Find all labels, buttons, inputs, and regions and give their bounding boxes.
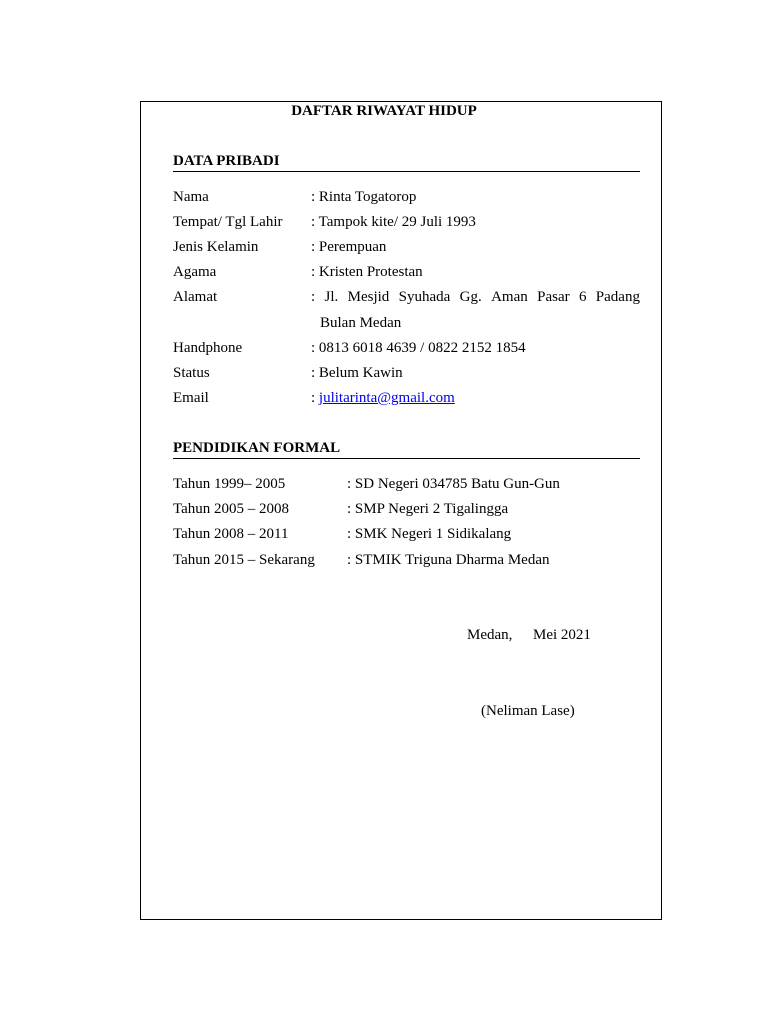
alamat-word: Syuhada: [398, 289, 451, 305]
field-value-alamat: [311, 289, 640, 306]
education-school: : SMK Negeri 1 Sidikalang: [347, 526, 512, 542]
education-period: Tahun 2015 – Sekarang: [173, 552, 315, 568]
email-colon: :: [311, 390, 316, 406]
section-divider: [173, 458, 640, 459]
document-title: DAFTAR RIWAYAT HIDUP: [291, 103, 477, 119]
field-label-alamat: Alamat: [173, 289, 218, 305]
education-period: Tahun 2008 – 2011: [173, 526, 289, 542]
field-value-status: : Belum Kawin: [311, 365, 403, 381]
field-label-handphone: Handphone: [173, 340, 243, 356]
education-school: : SMP Negeri 2 Tigalingga: [347, 501, 509, 517]
alamat-word: Jl.: [324, 289, 339, 305]
field-value-alamat-line2: Bulan Medan: [320, 315, 402, 331]
alamat-word: Aman: [491, 289, 528, 305]
field-label-email: Email: [173, 390, 209, 406]
field-value-handphone: : 0813 6018 4639 / 0822 2152 1854: [311, 340, 526, 356]
alamat-word: Mesjid: [347, 289, 390, 305]
alamat-word: Padang: [595, 289, 640, 305]
section-heading-pendidikan-formal: PENDIDIKAN FORMAL: [173, 440, 341, 456]
education-school: : STMIK Triguna Dharma Medan: [347, 552, 550, 568]
field-label-agama: Agama: [173, 264, 217, 280]
field-value-nama: : Rinta Togatorop: [311, 189, 417, 205]
signature-date: Mei 2021: [533, 627, 591, 643]
field-value-email: [311, 390, 455, 407]
signature-name: (Neliman Lase): [481, 703, 575, 719]
signature-place: Medan,: [467, 627, 513, 643]
alamat-word: 6: [578, 289, 587, 305]
field-label-tempat-tgl-lahir: Tempat/ Tgl Lahir: [173, 214, 283, 230]
field-value-agama: : Kristen Protestan: [311, 264, 423, 280]
email-link[interactable]: julitarinta@gmail.com: [318, 390, 455, 406]
education-school: : SD Negeri 034785 Batu Gun-Gun: [347, 476, 560, 492]
field-label-status: Status: [173, 365, 210, 381]
education-period: Tahun 1999– 2005: [173, 476, 286, 492]
education-period: Tahun 2005 – 2008: [173, 501, 290, 517]
field-label-jenis-kelamin: Jenis Kelamin: [173, 239, 259, 255]
field-value-jenis-kelamin: : Perempuan: [311, 239, 387, 255]
alamat-word: :: [311, 289, 316, 305]
section-divider: [173, 171, 640, 172]
field-value-tempat-tgl-lahir: : Tampok kite/ 29 Juli 1993: [311, 214, 476, 230]
section-heading-data-pribadi: DATA PRIBADI: [173, 153, 280, 169]
field-label-nama: Nama: [173, 189, 209, 205]
alamat-word: Pasar: [537, 289, 570, 305]
alamat-word: Gg.: [459, 289, 482, 305]
